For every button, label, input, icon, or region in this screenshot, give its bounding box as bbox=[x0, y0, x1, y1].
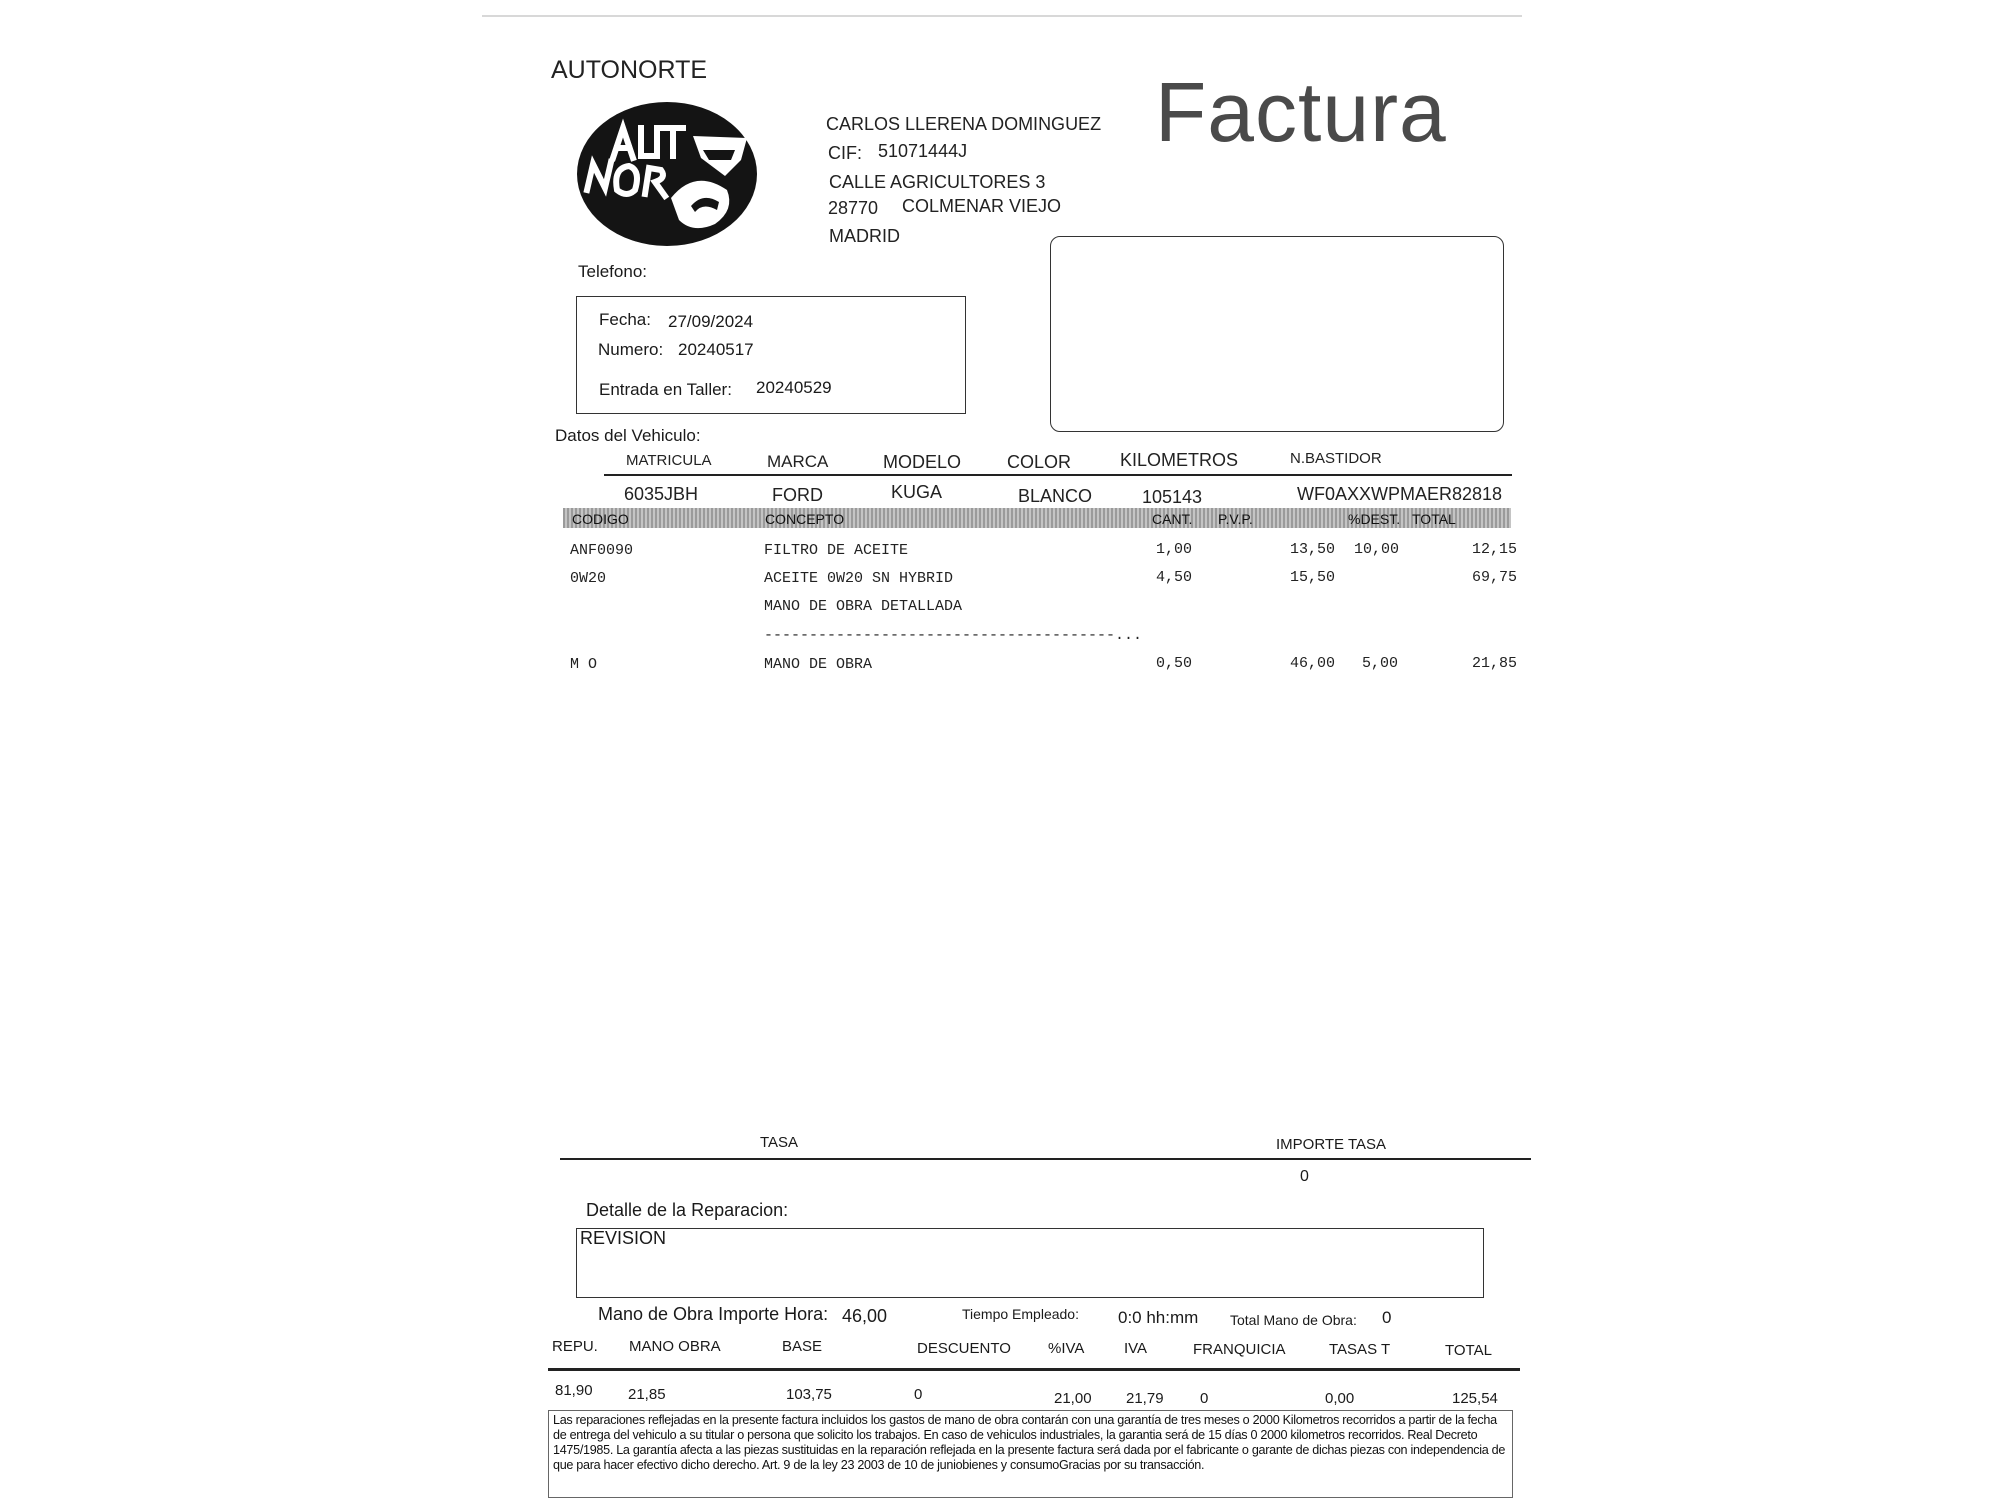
vehicle-header-matricula: MATRICULA bbox=[626, 452, 712, 469]
vehicle-bastidor: WF0AXXWPMAER82818 bbox=[1297, 484, 1503, 504]
item-codigo: 0W20 bbox=[570, 570, 607, 587]
item-dest: 10,00 bbox=[1354, 541, 1400, 558]
totals-header-franquicia: FRANQUICIA bbox=[1193, 1341, 1286, 1358]
entrada-value: 20240529 bbox=[756, 378, 832, 397]
item-total: 69,75 bbox=[1472, 569, 1518, 586]
repair-detail-label: Detalle de la Reparacion: bbox=[586, 1200, 789, 1220]
vehicle-matricula: 6035JBH bbox=[624, 484, 699, 504]
fecha-label: Fecha: bbox=[599, 310, 651, 329]
items-header-pvp: P.V.P. bbox=[1218, 511, 1253, 527]
fecha-value: 27/09/2024 bbox=[668, 312, 754, 331]
vehicle-marca: FORD bbox=[772, 485, 823, 505]
vehicle-kilometros: 105143 bbox=[1142, 487, 1203, 507]
totals-repu: 81,90 bbox=[555, 1382, 593, 1399]
item-concepto: FILTRO DE ACEITE bbox=[764, 542, 909, 559]
legal-warranty-text: Las reparaciones reflejadas en la presente factura incluidos los gastos de mano de obra contarán con una garantía de tres meses o 2000 Kilometros recorridos a partir de la fecha de entrega del vehiculo a su titular o persona que solicito los trabajos. En caso de vehiculos industriales, la garantia será de 15 días 0 2000 kilometros recorridos. Real Decreto 1475/1985. La garantía afecta a las piezas sustituidas en la reparación reflejada en la presente factura será dada por el fabricante o garante de dichas piezas con independencia de que para hacer efectivo dicho derecho. Art. 9 de la ley 23 2003 de 10 de juniobienes y consumoGracias por su transacción. bbox=[548, 1410, 1513, 1498]
scan-top-edge bbox=[482, 15, 1522, 17]
tasa-label: TASA bbox=[760, 1134, 799, 1151]
vehicle-header-marca: MARCA bbox=[767, 452, 829, 471]
company-name: AUTONORTE bbox=[551, 56, 708, 84]
repair-detail-box bbox=[576, 1228, 1484, 1298]
totals-total: 125,54 bbox=[1452, 1390, 1498, 1407]
importe-tasa-label: IMPORTE TASA bbox=[1276, 1136, 1387, 1153]
item-cant: 4,50 bbox=[1156, 569, 1193, 586]
repair-detail-text: REVISION bbox=[580, 1228, 667, 1248]
vehicle-header-modelo: MODELO bbox=[883, 452, 962, 472]
totals-header-iva: IVA bbox=[1124, 1340, 1148, 1357]
vehicle-modelo: KUGA bbox=[891, 482, 943, 502]
totals-header-iva-pct: %IVA bbox=[1048, 1340, 1085, 1357]
totals-tasas: 0,00 bbox=[1325, 1390, 1355, 1407]
item-codigo: ANF0090 bbox=[570, 542, 634, 559]
vehicle-color: BLANCO bbox=[1018, 486, 1093, 506]
total-mano-obra-label: Total Mano de Obra: bbox=[1230, 1312, 1357, 1328]
vehicle-header-kilometros: KILOMETROS bbox=[1120, 450, 1239, 470]
total-mano-obra-value: 0 bbox=[1382, 1308, 1392, 1327]
items-header-concepto: CONCEPTO bbox=[765, 511, 845, 527]
company-logo bbox=[575, 98, 759, 246]
tasa-rule bbox=[560, 1158, 1531, 1160]
totals-header-descuento: DESCUENTO bbox=[917, 1340, 1011, 1357]
items-header-dest: %DEST. bbox=[1348, 511, 1401, 527]
items-header-codigo: CODIGO bbox=[572, 511, 629, 527]
vehicle-section-label: Datos del Vehiculo: bbox=[555, 426, 701, 445]
item-codigo: M O bbox=[570, 656, 598, 673]
item-concepto: ---------------------------------------... bbox=[764, 627, 1143, 644]
totals-rule bbox=[548, 1368, 1520, 1371]
totals-descuento: 0 bbox=[914, 1386, 923, 1403]
totals-base: 103,75 bbox=[786, 1386, 832, 1403]
item-total: 12,15 bbox=[1472, 541, 1518, 558]
item-dest: 5,00 bbox=[1362, 655, 1399, 672]
totals-header-mano-obra: MANO OBRA bbox=[629, 1338, 721, 1355]
cif-label: CIF: bbox=[828, 143, 862, 163]
customer-postal-code: 28770 bbox=[828, 198, 879, 218]
item-pvp: 46,00 bbox=[1290, 655, 1336, 672]
item-pvp: 15,50 bbox=[1290, 569, 1336, 586]
tiempo-label: Tiempo Empleado: bbox=[962, 1306, 1079, 1322]
item-concepto: MANO DE OBRA bbox=[764, 656, 873, 673]
totals-franquicia: 0 bbox=[1200, 1390, 1209, 1407]
totals-iva-pct: 21,00 bbox=[1054, 1390, 1092, 1407]
items-header-total: TOTAL bbox=[1412, 511, 1456, 527]
customer-address: CALLE AGRICULTORES 3 bbox=[829, 172, 1046, 192]
customer-province: MADRID bbox=[829, 226, 900, 246]
vehicle-header-rule bbox=[604, 474, 1512, 476]
labor-hora-value: 46,00 bbox=[842, 1306, 888, 1326]
totals-iva: 21,79 bbox=[1126, 1390, 1164, 1407]
phone-label: Telefono: bbox=[578, 262, 647, 281]
customer-city: COLMENAR VIEJO bbox=[902, 196, 1062, 216]
items-header-cant: CANT. bbox=[1152, 511, 1193, 527]
item-concepto: MANO DE OBRA DETALLADA bbox=[764, 598, 963, 615]
numero-label: Numero: bbox=[598, 340, 664, 359]
tiempo-value: 0:0 hh:mm bbox=[1118, 1308, 1199, 1327]
item-cant: 0,50 bbox=[1156, 655, 1193, 672]
item-total: 21,85 bbox=[1472, 655, 1518, 672]
vehicle-header-color: COLOR bbox=[1007, 452, 1072, 472]
item-concepto: ACEITE 0W20 SN HYBRID bbox=[764, 570, 954, 587]
item-pvp: 13,50 bbox=[1290, 541, 1336, 558]
vehicle-header-bastidor: N.BASTIDOR bbox=[1290, 450, 1382, 467]
labor-hora-label: Mano de Obra Importe Hora: bbox=[598, 1304, 829, 1324]
item-cant: 1,00 bbox=[1156, 541, 1193, 558]
address-window bbox=[1050, 236, 1504, 432]
totals-header-base: BASE bbox=[782, 1338, 823, 1355]
totals-header-tasas: TASAS T bbox=[1329, 1341, 1391, 1358]
totals-header-total: TOTAL bbox=[1445, 1342, 1492, 1359]
importe-tasa-value: 0 bbox=[1300, 1168, 1309, 1185]
totals-mano-obra: 21,85 bbox=[628, 1386, 666, 1403]
document-title: Factura bbox=[1155, 65, 1447, 159]
entrada-label: Entrada en Taller: bbox=[599, 380, 732, 399]
totals-header-repu: REPU. bbox=[552, 1338, 598, 1355]
cif-value: 51071444J bbox=[878, 141, 968, 161]
numero-value: 20240517 bbox=[678, 340, 754, 359]
customer-name: CARLOS LLERENA DOMINGUEZ bbox=[826, 114, 1102, 134]
